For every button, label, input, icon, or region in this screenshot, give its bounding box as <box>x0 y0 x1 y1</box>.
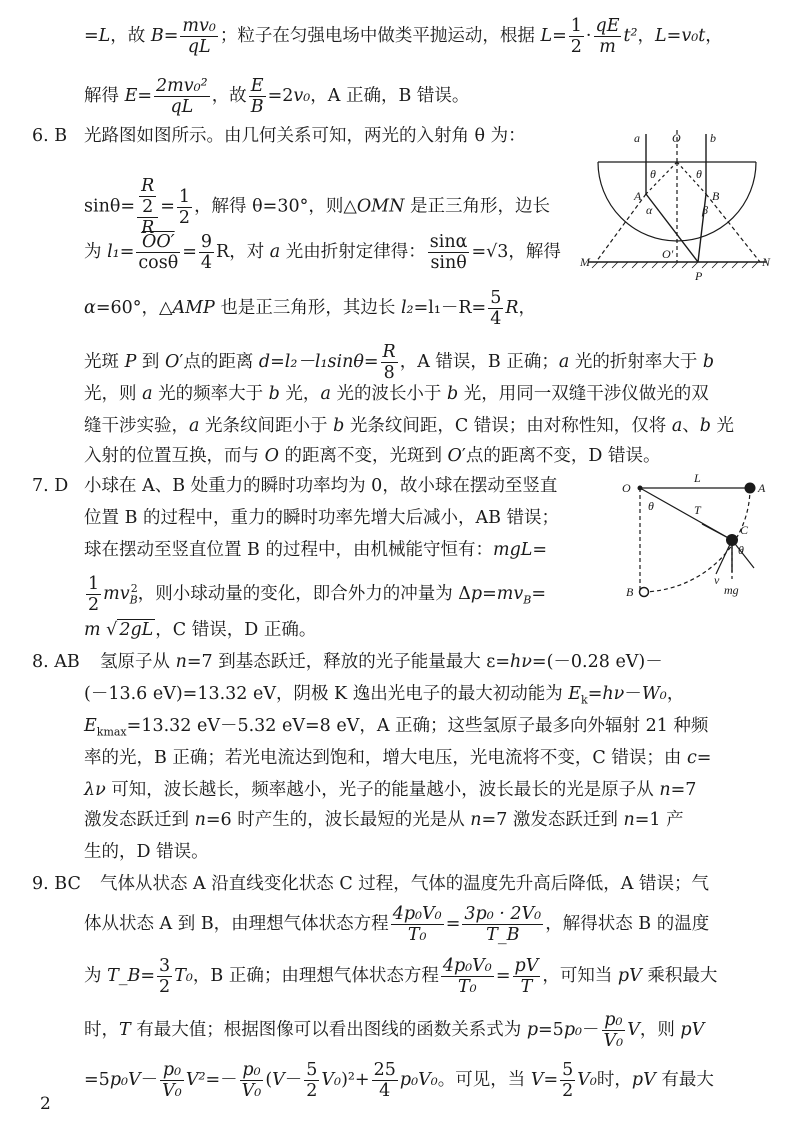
figure-label: mg <box>724 583 739 597</box>
figure-label: β <box>702 203 708 217</box>
figure-label: C <box>740 523 749 537</box>
text-line: 生的，D 错误。 <box>84 842 209 862</box>
text-line: 激发态跃迁到 n=6 时产生的，波长最短的光是从 n=7 激发态跃迁到 n=1 产 <box>84 810 684 830</box>
figure-label: L <box>694 471 701 485</box>
text-line: 解得 E= $\frac{\text{2mv₀²}}{qL}$ ，故 $\frac{E}{B}$ =2v₀，A 正确，B 错误。 <box>84 76 470 117</box>
figure-label: B <box>626 585 634 599</box>
text-line: 时，T 有最大值；根据图像可以看出图线的函数关系式为 p=5p₀－ $\frac{\text{p₀}}{\text{V₀}}$ V，则 pV <box>84 1010 705 1051</box>
text-line: 氢原子从 n=7 到基态跃迁，释放的光子能量最大 ε=hν=(－0.28 eV)－ <box>100 652 663 672</box>
text-line: m √ 2gL ，C 错误，D 正确。 <box>84 620 317 640</box>
figure-label: θ <box>696 167 702 181</box>
figure-label: A <box>634 189 642 203</box>
text-line: sinθ= $\frac{\frac{R}{2}}{R}$ = $\frac{1}{2}$ ，解得 θ=30°，则△OMN 是正三角形，边长 <box>84 176 550 238</box>
figure-label: θ <box>650 167 656 181</box>
figure-label: O <box>622 481 631 495</box>
answer-label: 7. D <box>32 476 69 496</box>
figure-label: A <box>758 481 766 495</box>
text-line: =L，故 B= $\frac{\text{mv₀}}{qL}$ ；粒子在匀强电场中做类平抛运动，根据 L= $\frac{1}{2}$ · $\frac{qE}{m}$ t²，L=v₀t， <box>84 16 723 57</box>
text-line: 光路图如图所示。由几何关系可知，两光的入射角 θ 为： <box>84 126 526 146</box>
figure-label: P <box>695 269 703 283</box>
text-line: =5p₀V－ $\frac{\text{p₀}}{\text{V₀}}$ V²=－ $\frac{\text{p₀}}{\text{V₀}}$ (V－ $\frac{5}{2}$ V₀)²+ $\frac{25}{4}$ p₀V₀。可见，当 V= $\frac{5}{2}$ V₀时，pV 有最大 <box>84 1060 714 1101</box>
figure-label: a <box>634 131 640 145</box>
figure-label: B <box>712 189 720 203</box>
light-path-diagram <box>578 128 778 288</box>
page-number: 2 <box>40 1094 51 1114</box>
text-line: $\frac{1}{2}$ $mv_B^2$，则小球动量的变化，即合外力的冲量为 $\Delta p=mv_B=$ <box>88 574 547 615</box>
text-line: 气体从状态 A 沿直线变化状态 C 过程，气体的温度先升高后降低，A 错误；气 <box>100 874 709 894</box>
text-line: 球在摆动至竖直位置 B 的过程中，由机械能守恒有：mgL= <box>84 540 548 560</box>
text-line: (－13.6 eV)=13.32 eV，阴极 K 逸出光电子的最大初动能为 $E_k=h\nu-W_0$， <box>84 684 685 707</box>
text-line: 位置 B 的过程中，重力的瞬时功率先增大后减小，AB 错误； <box>84 508 560 528</box>
text-line: 体从状态 A 到 B，由理想气体状态方程 $\frac{\text{4p₀V₀}}{\text{T₀}}$ = $\frac{\text{3p₀ · 2V₀}}{T\_B}$ ，解得状态 B 的温度 <box>84 904 710 945</box>
text-line: 光斑 P 到 O′点的距离 d=l₂－l₁sinθ= $\frac{R}{8}$ ，A 错误，B 正确；a 光的折射率大于 b <box>84 342 715 383</box>
figure-label: T <box>694 503 701 517</box>
answer-label: 9. BC <box>32 874 81 894</box>
text-line: α=60°，△AMP 也是正三角形，其边长 l₂=l₁－R= $\frac{5}{4}$ R， <box>84 288 537 329</box>
text-line: 入射的位置互换，而与 O 的距离不变，光斑到 O′点的距离不变，D 错误。 <box>84 446 661 466</box>
figure-label: α <box>646 203 653 217</box>
figure-label: θ <box>648 499 654 513</box>
figure-label: b <box>710 131 716 145</box>
text-line: 率的光，B 正确；若光电流达到饱和，增大电压，光电流将不变，C 错误；由 c= <box>84 748 712 768</box>
pendulum-diagram <box>618 468 788 608</box>
figure-label: M <box>580 255 590 269</box>
figure-label: v <box>714 573 720 587</box>
figure-label: O <box>672 131 681 145</box>
figure-label: N <box>762 255 771 269</box>
answer-label: 8. AB <box>32 652 80 672</box>
figure-label: O′ <box>662 247 674 261</box>
text-line: 为 l₁= $\frac{OO'}{\cos\theta}$ = $\frac{9}{4}$ R，对 a 光由折射定律得： $\frac{\sin\alpha}{\sin\theta}$ =√3，解得 <box>84 232 561 273</box>
text-line: 小球在 A、B 处重力的瞬时功率均为 0，故小球在摆动至竖直 <box>84 476 558 496</box>
answer-label: 6. B <box>32 126 68 146</box>
text-line: 为 T_B= $\frac{3}{2}$ T₀，B 正确；由理想气体状态方程 $\frac{\text{4p₀V₀}}{\text{T₀}}$ = $\frac{pV}{T}$ ，可知当 pV 乘积最大 <box>84 956 718 997</box>
text-line: $E_{kmax}=13.32$ eV－5.32 eV=8 eV，A 正确；这些氢原子最多向外辐射 21 种频 <box>84 716 709 739</box>
figure-label: θ <box>738 543 744 557</box>
text-line: 缝干涉实验，a 光条纹间距小于 b 光条纹间距，C 错误；由对称性知，仅将 a、b 光 <box>84 416 735 436</box>
text-line: λν 可知，波长越长，频率越小，光子的能量越小，波长最长的光是原子从 n=7 <box>84 780 697 800</box>
text-line: 光，则 a 光的频率大于 b 光，a 光的波长小于 b 光，用同一双缝干涉仪做光的双 <box>84 384 709 404</box>
